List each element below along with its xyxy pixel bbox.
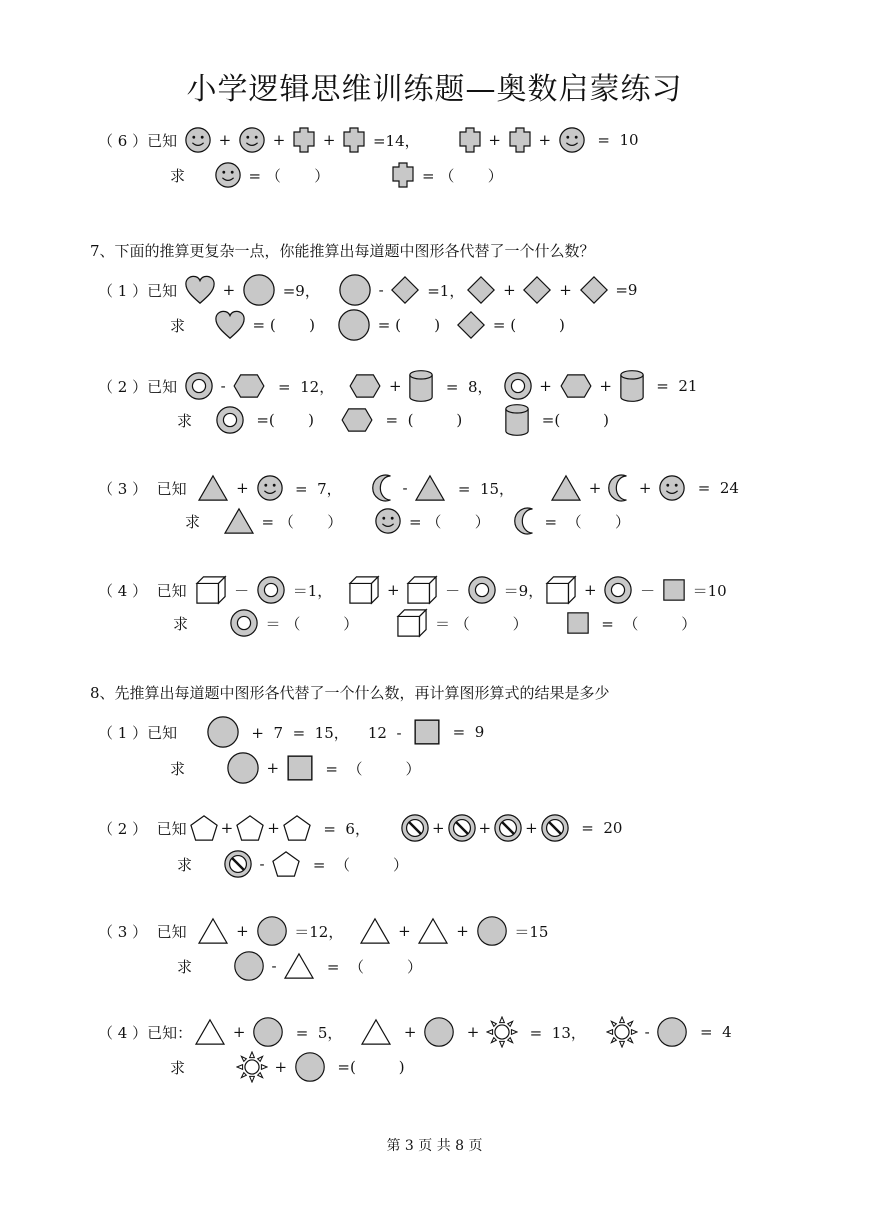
triangle-icon xyxy=(550,474,582,502)
circle-icon xyxy=(294,1051,326,1083)
q8-4-given-line: （ 4 ）已知： + = 5， + + = 13， - = 4 xyxy=(98,1012,732,1052)
q8-1-ask-line: 求 + = （ ） xyxy=(170,748,420,788)
cylinder-icon xyxy=(619,369,645,403)
cross-icon xyxy=(508,127,532,153)
q7-2-ask-line: 求 =( ) = ( ) =( ) xyxy=(177,400,609,440)
ring-icon xyxy=(603,575,633,605)
q6-ask-line: 求 = （ ） = （ ） xyxy=(170,155,503,195)
section-7-header: 7、下面的推算更复杂一点，你能推算出每道题中图形各代替了一个什么数？ xyxy=(90,242,595,260)
moon-icon xyxy=(608,473,632,503)
circle-icon xyxy=(233,950,265,982)
ring-icon xyxy=(229,608,259,638)
cube-icon xyxy=(348,575,380,605)
square-icon xyxy=(662,578,686,602)
moon-icon xyxy=(514,506,538,536)
q7-3-ask-line: 求 = （ ） = （ ） = （ ） xyxy=(185,501,630,541)
heart-icon xyxy=(214,309,246,341)
triangle-outline-icon xyxy=(360,1018,392,1046)
pentagon-icon xyxy=(282,814,312,842)
q7-1-given-line: （ 1 ）已知 + =9， - =1， + + =9 xyxy=(98,270,637,310)
smiley-icon xyxy=(256,474,284,502)
square-icon xyxy=(413,718,441,746)
no-sign-icon xyxy=(540,813,570,843)
cross-icon xyxy=(342,127,366,153)
circle-icon xyxy=(256,915,288,947)
sun-icon xyxy=(236,1051,268,1083)
no-sign-icon xyxy=(447,813,477,843)
triangle-outline-icon xyxy=(417,917,449,945)
hexagon-icon xyxy=(559,373,593,399)
smiley-icon xyxy=(558,126,586,154)
circle-icon xyxy=(476,915,508,947)
hexagon-icon xyxy=(340,407,374,433)
q8-3-ask-line: 求 - = （ ） xyxy=(177,946,422,986)
ring-icon xyxy=(215,405,245,435)
triangle-outline-icon xyxy=(359,917,391,945)
triangle-icon xyxy=(197,474,229,502)
ring-icon xyxy=(256,575,286,605)
diamond-icon xyxy=(456,310,486,340)
cube-icon xyxy=(545,575,577,605)
circle-icon xyxy=(206,715,240,749)
diamond-icon xyxy=(522,275,552,305)
q7-3-given-line: （ 3 ） 已知 + = 7， - = 15， + + = 24 xyxy=(98,468,739,508)
sun-icon xyxy=(486,1016,518,1048)
triangle-icon xyxy=(223,507,255,535)
smiley-icon xyxy=(238,126,266,154)
ring-icon xyxy=(503,371,533,401)
circle-icon xyxy=(338,273,372,307)
cylinder-icon xyxy=(408,369,434,403)
square-icon xyxy=(286,754,314,782)
heart-icon xyxy=(184,274,216,306)
page-footer: 第 3 页 共 8 页 xyxy=(386,1138,483,1154)
cube-icon xyxy=(195,575,227,605)
triangle-outline-icon xyxy=(194,1018,226,1046)
cylinder-icon xyxy=(504,403,530,437)
no-sign-icon xyxy=(400,813,430,843)
cross-icon xyxy=(292,127,316,153)
diamond-icon xyxy=(579,275,609,305)
q7-2-given-line: （ 2 ）已知 - = 12， + = 8， + + = 21 xyxy=(98,366,697,406)
no-sign-icon xyxy=(223,849,253,879)
section-8-header: 8、先推算出每道题中图形各代替了一个什么数，再计算图形算式的结果是多少 xyxy=(90,684,610,702)
ring-icon xyxy=(184,371,214,401)
hexagon-icon xyxy=(232,373,266,399)
q8-4-ask-line: 求 + =( ) xyxy=(170,1047,405,1087)
cross-icon xyxy=(458,127,482,153)
diamond-icon xyxy=(390,275,420,305)
hexagon-icon xyxy=(348,373,382,399)
cube-icon xyxy=(406,575,438,605)
triangle-outline-icon xyxy=(197,917,229,945)
smiley-icon xyxy=(214,161,242,189)
sun-icon xyxy=(606,1016,638,1048)
q7-1-ask-line: 求 = ( ) = ( ) = ( ) xyxy=(170,305,565,345)
ring-icon xyxy=(467,575,497,605)
cross-icon xyxy=(391,162,415,188)
circle-icon xyxy=(226,751,260,785)
diamond-icon xyxy=(466,275,496,305)
circle-icon xyxy=(423,1016,455,1048)
circle-icon xyxy=(656,1016,688,1048)
circle-icon xyxy=(252,1016,284,1048)
triangle-outline-icon xyxy=(283,952,315,980)
triangle-icon xyxy=(414,474,446,502)
circle-icon xyxy=(242,273,276,307)
cube-icon xyxy=(396,608,428,638)
pentagon-icon xyxy=(271,850,301,878)
moon-icon xyxy=(372,473,396,503)
q6-given-line: （ 6 ）已知 + + + =14， + + = 10 xyxy=(98,120,639,160)
q8-2-ask-line: 求 - = （ ） xyxy=(177,844,408,884)
circle-icon xyxy=(337,308,371,342)
q8-1-given-line: （ 1 ）已知 + 7 = 15， 12 - = 9 xyxy=(98,712,484,752)
smiley-icon xyxy=(184,126,212,154)
q7-4-given-line: （ 4 ） 已知 － ＝1， + － ＝9， + － ＝10 xyxy=(98,570,727,610)
q7-4-ask-line: 求 ＝ （ ） ＝ （ ） = （ ） xyxy=(173,603,696,643)
no-sign-icon xyxy=(493,813,523,843)
smiley-icon xyxy=(658,474,686,502)
q8-2-given-line: （ 2 ） 已知 + + = 6， + + + = 20 xyxy=(98,808,622,848)
square-icon xyxy=(566,611,590,635)
smiley-icon xyxy=(374,507,402,535)
page-title: 小学逻辑思维训练题—奥数启蒙练习 xyxy=(186,72,683,107)
pentagon-icon xyxy=(189,814,219,842)
q8-3-given-line: （ 3 ） 已知 + ＝12， + + ＝15 xyxy=(98,911,548,951)
pentagon-icon xyxy=(235,814,265,842)
